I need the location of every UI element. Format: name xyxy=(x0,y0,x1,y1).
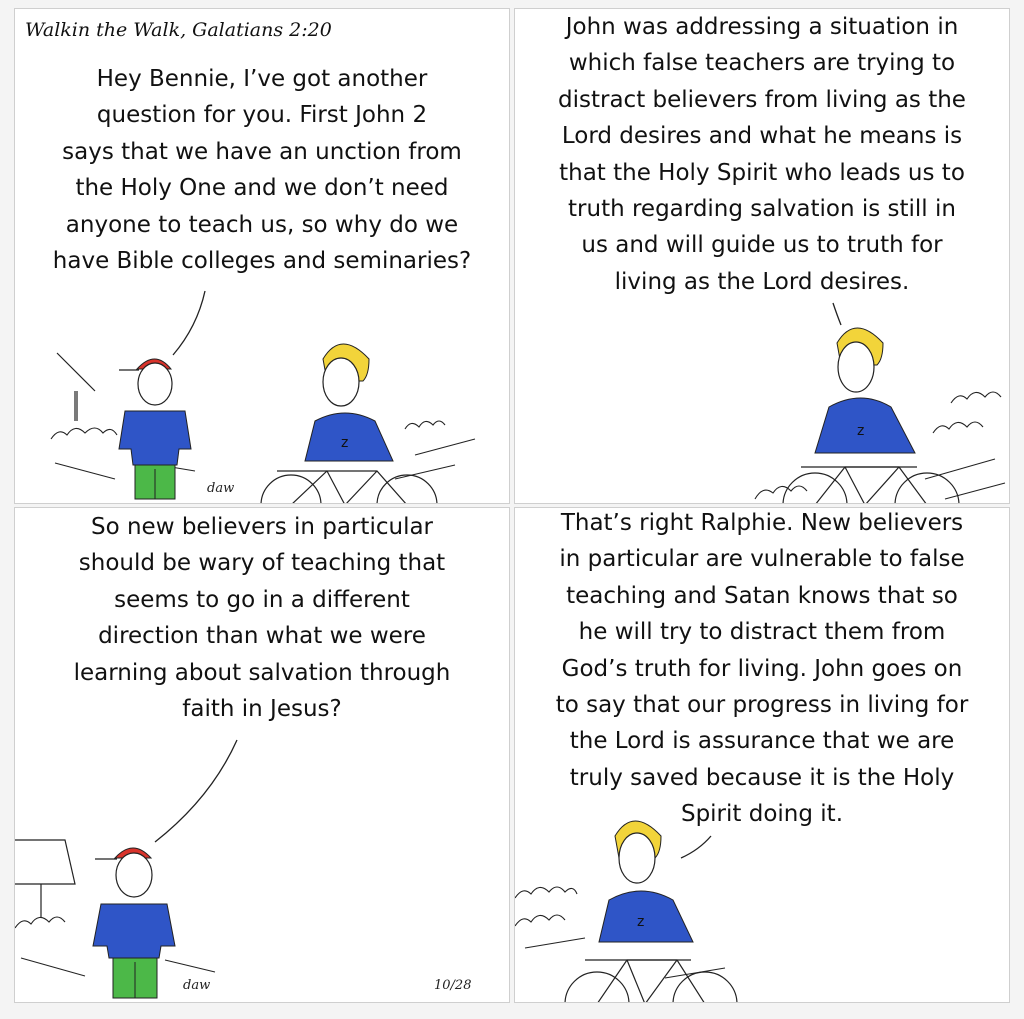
speech-line: God’s truth for living. John goes on xyxy=(561,655,963,682)
speech-line: That’s right Ralphie. New believers xyxy=(560,510,964,536)
svg-text:z: z xyxy=(637,914,645,930)
panel-2 xyxy=(514,8,1010,504)
ralphie-figure xyxy=(119,359,191,499)
speech-line: living as the Lord desires. xyxy=(614,268,910,295)
artist-signature: daw xyxy=(207,481,235,496)
speech-line: anyone to teach us, so why do we xyxy=(65,211,459,238)
speech-line: he will try to distract them from xyxy=(578,619,946,646)
speech-bubble-2 xyxy=(515,9,1009,300)
speech-bubble-4 xyxy=(515,507,1009,833)
speech-bubble-3 xyxy=(15,509,509,727)
speech-line: distract believers from living as the xyxy=(558,86,966,113)
speech-line: So new believers in particular xyxy=(90,514,434,540)
speech-line: Lord desires and what he means is xyxy=(561,123,963,150)
bennie-figure xyxy=(783,328,959,504)
speech-line: teaching and Satan knows that so xyxy=(566,582,958,609)
speech-line: should be wary of teaching that xyxy=(78,550,446,577)
speech-line: seems to go in a different xyxy=(114,586,410,613)
date-note: 10/28 xyxy=(434,978,472,993)
speech-line: to say that our progress in living for xyxy=(555,692,969,719)
svg-text:z: z xyxy=(857,423,865,439)
speech-line: the Holy One and we don’t need xyxy=(75,175,449,202)
speech-bubble-1 xyxy=(15,61,509,279)
speech-line: Spirit doing it. xyxy=(680,801,844,828)
speech-line: question for you. First John 2 xyxy=(96,102,428,129)
speech-line: which false teachers are trying to xyxy=(568,50,956,77)
speech-line: that the Holy Spirit who leads us to xyxy=(559,159,965,186)
speech-line: truth regarding salvation is still in xyxy=(568,196,956,223)
speech-line: says that we have an unction from xyxy=(62,138,462,165)
speech-line: in particular are vulnerable to false xyxy=(559,546,965,573)
speech-line: Hey Bennie, I’ve got another xyxy=(96,66,428,92)
bennie-figure xyxy=(565,821,737,1003)
speech-line: truly saved because it is the Holy xyxy=(569,764,955,791)
panel-3 xyxy=(14,507,510,1003)
speech-line: direction than what we were xyxy=(98,623,426,650)
speech-line: have Bible colleges and seminaries? xyxy=(52,248,472,275)
artist-signature: daw xyxy=(183,978,211,993)
panel-4 xyxy=(514,507,1010,1003)
speech-line: the Lord is assurance that we are xyxy=(569,728,955,755)
speech-line: us and will guide us to truth for xyxy=(581,232,943,259)
speech-line: faith in Jesus? xyxy=(182,696,342,723)
panel-1 xyxy=(14,8,510,504)
ralphie-figure xyxy=(93,848,175,998)
svg-text:z: z xyxy=(341,435,349,451)
strip-title: Walkin the Walk, Galatians 2:20 xyxy=(25,19,332,41)
speech-line: John was addressing a situation in xyxy=(565,14,959,40)
speech-line: learning about salvation through xyxy=(73,659,451,686)
